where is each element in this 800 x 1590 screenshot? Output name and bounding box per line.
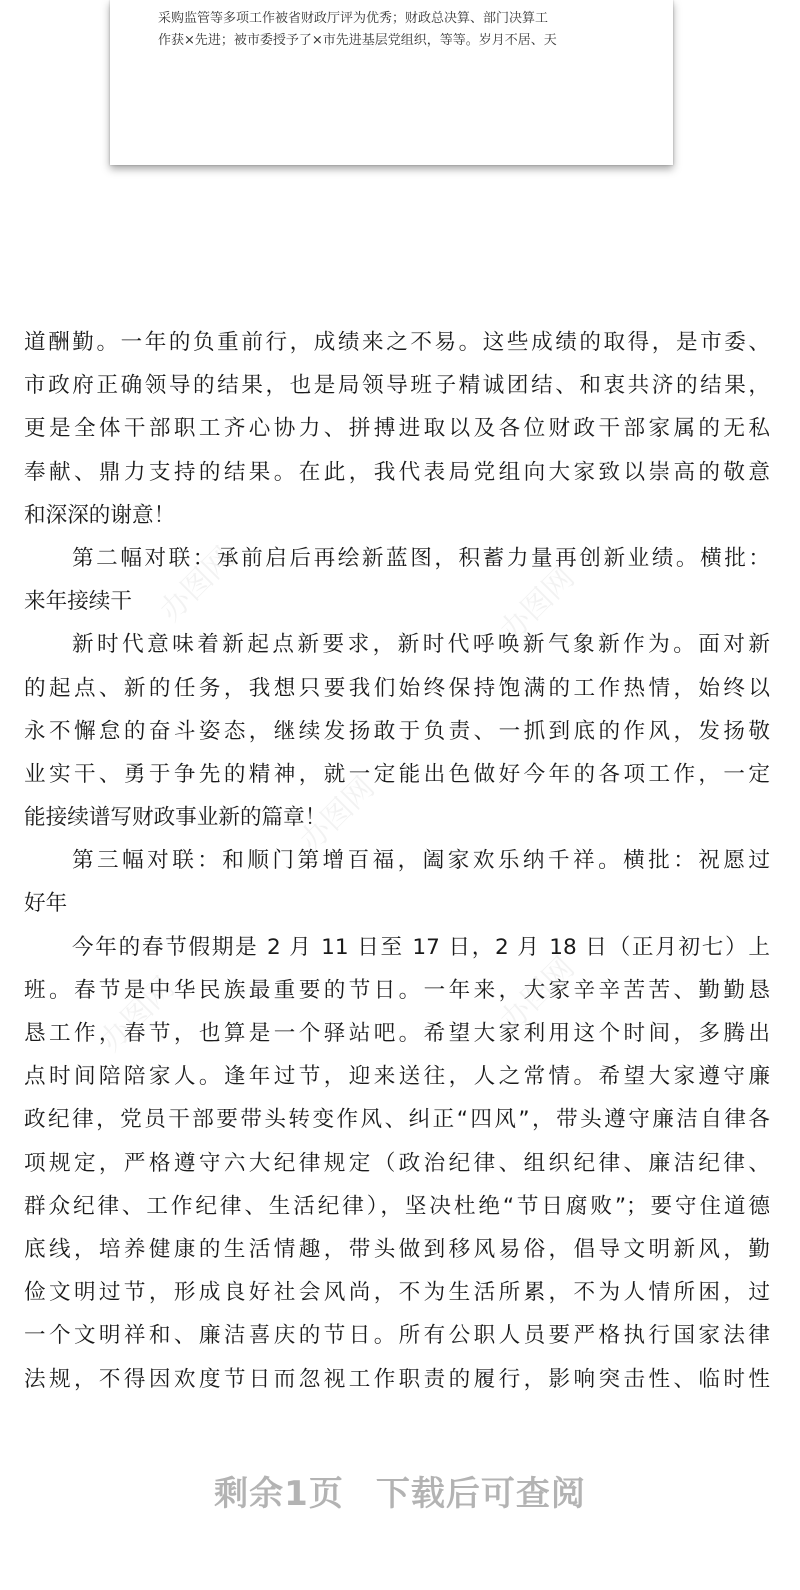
remaining-pages-label: 剩余1页 bbox=[214, 1474, 344, 1514]
document-line: 底线，培养健康的生活情趣，带头做到移风易俗，倡导文明新风，勤 bbox=[24, 1236, 770, 1262]
document-line: 第三幅对联：和顺门第增百福，阖家欢乐纳千祥。横批：祝愿过 bbox=[72, 848, 770, 874]
document-line: 今年的春节假期是 2 月 11 日至 17 日，2 月 18 日（正月初七）上 bbox=[72, 934, 770, 960]
document-line: 的起点、新的任务，我想只要我们始终保持饱满的工作热情，始终以 bbox=[24, 675, 770, 701]
document-line: 第二幅对联：承前启后再绘新蓝图，积蓄力量再创新业绩。横批： bbox=[72, 545, 770, 571]
document-line: 奉献、鼎力支持的结果。在此，我代表局党组向大家致以崇高的敬意 bbox=[24, 459, 770, 485]
document-line: 点时间陪陪家人。逢年过节，迎来送往，人之常情。希望大家遵守廉 bbox=[24, 1064, 770, 1090]
watermark: 办图网 bbox=[93, 970, 182, 1059]
remaining-pages-prompt[interactable] bbox=[0, 1466, 800, 1515]
document-line: 业实干、勇于争先的精神，就一定能出色做好今年的各项工作，一定 bbox=[24, 761, 770, 787]
preview-line: 作获×先进；被市委授予了×市先进基层党组织，等等。岁月不居、天 bbox=[158, 33, 557, 48]
preview-text bbox=[158, 8, 638, 52]
watermark: 办图网 bbox=[493, 950, 582, 1039]
document-line: 来年接续干 bbox=[24, 589, 132, 615]
document-line: 好年 bbox=[24, 891, 68, 917]
document-line: 道酬勤。一年的负重前行，成绩来之不易。这些成绩的取得，是市委、 bbox=[24, 330, 770, 355]
document-line: 项规定，严格遵守六大纪律规定（政治纪律、组织纪律、廉洁纪律、 bbox=[24, 1150, 770, 1176]
document-line: 一个文明祥和、廉洁喜庆的节日。所有公职人员要严格执行国家法律 bbox=[24, 1323, 770, 1349]
document-line: 市政府正确领导的结果，也是局领导班子精诚团结、和衷共济的结果， bbox=[24, 373, 770, 399]
document-line: 恳工作，春节，也算是一个驿站吧。希望大家利用这个时间，多腾出 bbox=[24, 1021, 770, 1046]
document-body bbox=[24, 321, 770, 1401]
document-line: 群众纪律、工作纪律、生活纪律），坚决杜绝“节日腐败”；要守住道德 bbox=[24, 1193, 770, 1219]
document-line: 能接续谱写财政事业新的篇章！ bbox=[24, 805, 327, 831]
watermark: 办图网 bbox=[293, 770, 382, 859]
preview-line: 采购监管等多项工作被省财政厅评为优秀；财政总决算、部门决算工 bbox=[158, 11, 549, 26]
document-line: 永不懈怠的奋斗姿态，继续发扬敢于负责、一抓到底的作风，发扬敬 bbox=[24, 718, 770, 744]
document-line: 法规，不得因欢度节日而忽视工作职责的履行，影响突击性、临时性 bbox=[24, 1366, 770, 1392]
document-line: 更是全体干部职工齐心协力、拼搏进取以及各位财政干部家属的无私 bbox=[24, 416, 770, 442]
document-line: 新时代意味着新起点新要求，新时代呼唤新气象新作为。面对新 bbox=[72, 632, 770, 658]
watermark: 办图网 bbox=[493, 560, 582, 649]
download-to-view-label: 下载后可查阅 bbox=[375, 1474, 586, 1514]
document-line: 政纪律，党员干部要带头转变作风、纠正“四风”，带头遵守廉洁自律各 bbox=[24, 1107, 770, 1133]
document-line: 俭文明过节，形成良好社会风尚，不为生活所累，不为人情所困，过 bbox=[24, 1280, 770, 1306]
watermark: 办图网 bbox=[153, 540, 242, 629]
document-line: 和深深的谢意！ bbox=[24, 502, 176, 528]
document-line: 班。春节是中华民族最重要的节日。一年来，大家辛辛苦苦、勤勤恳 bbox=[24, 977, 770, 1003]
preview-card bbox=[110, 0, 673, 165]
